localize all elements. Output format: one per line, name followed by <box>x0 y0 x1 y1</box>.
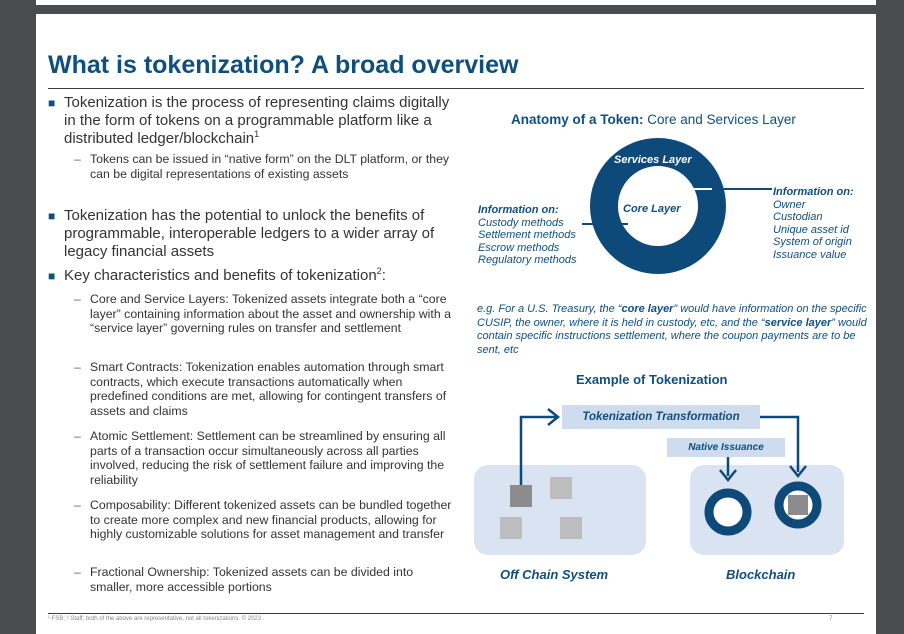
right-info-item: Issuance value <box>773 248 847 261</box>
footnote-ref: 1 <box>254 129 260 139</box>
colon: : <box>381 267 386 284</box>
example-title: Example of Tokenization <box>576 372 728 387</box>
footnote: ¹ FSB; ² Staff; both of the above are representative, not all tokenizations. © 2023 <box>48 616 262 622</box>
bullet-square-icon: ■ <box>48 269 56 283</box>
right-info-item: Owner <box>773 198 806 211</box>
tokenized-asset-square <box>788 495 808 515</box>
slide <box>36 14 876 634</box>
right-info-item: Custodian <box>773 211 823 224</box>
right-info-heading: Information on: <box>773 186 854 198</box>
dash-icon: – <box>74 429 81 443</box>
bullet-text: Key characteristics and benefits of tokenization <box>64 267 377 284</box>
left-info-item: Regulatory methods <box>478 254 577 267</box>
native-issuance-label: Native Issuance <box>667 438 785 457</box>
subbullet-text: Core and Service Layers: Tokenized assets integrate both a “core layer” containing information about the asset and ownership with a “service layer” governing rules on transfer and settlement <box>90 292 451 336</box>
asset-square <box>560 517 582 539</box>
example-text: ” would contain specific instructions settlement, where the coupon payments are to be sent, etc <box>477 316 867 356</box>
native-token-ring <box>709 493 747 531</box>
right-info-block <box>773 186 859 262</box>
bullet-square-icon: ■ <box>48 209 56 223</box>
right-info-item: Unique asset id <box>773 223 849 236</box>
previous-page-edge <box>36 0 876 5</box>
dash-icon: – <box>74 565 81 579</box>
example-core-layer: core layer <box>621 303 674 315</box>
bullet-square-icon: ■ <box>48 96 56 110</box>
services-layer-label: Services Layer <box>614 154 692 166</box>
dash-icon: – <box>74 360 81 374</box>
off-chain-label: Off Chain System <box>500 567 609 582</box>
bullet-text: Tokenization has the potential to unlock the benefits of programmable, interoperable ledgers to a wider array of legacy financial assets <box>64 207 435 260</box>
dash-icon: – <box>74 498 81 512</box>
footnote-ref: 2 <box>376 266 382 276</box>
anatomy-title-rest: Core and Services Layer <box>643 112 796 127</box>
blockchain-label: Blockchain <box>726 567 796 582</box>
left-info-block <box>478 204 588 267</box>
subbullet-text: Atomic Settlement: Settlement can be streamlined by ensuring all parts of a transaction occur simultaneously across all parties involved, reducing the risk of settlement failure and improving the reliability <box>90 429 446 488</box>
tokenization-transformation-label: Tokenization Transformation <box>562 405 760 429</box>
left-info-heading: Information on: <box>478 204 559 216</box>
example-service-layer: service layer <box>764 316 832 329</box>
left-info-item: Settlement methods <box>478 229 576 242</box>
dash-icon: – <box>74 152 81 166</box>
treasury-example <box>477 303 867 357</box>
core-layer-label: Core Layer <box>623 203 681 215</box>
dash-icon: – <box>74 292 81 306</box>
footer-divider <box>48 613 864 614</box>
example-text: e.g. For a U.S. Treasury, the “ <box>477 303 622 315</box>
page-title: What is tokenization? A broad overview <box>48 51 519 79</box>
subbullet-text: Composability: Different tokenized assets can be bundled together to create more complex and new financial products, allowing for highly customizable solutions for asset management and transfer <box>90 498 452 542</box>
asset-square <box>500 517 522 539</box>
token-asset-square <box>510 485 532 507</box>
left-info-item: Escrow methods <box>478 241 560 254</box>
right-info-item: System of origin <box>773 236 852 249</box>
subbullet-text: Fractional Ownership: Tokenized assets can be divided into smaller, more accessible portions <box>90 565 414 594</box>
page-number: 7 <box>829 616 833 622</box>
asset-square <box>550 477 572 499</box>
bullet-text: Tokenization is the process of representing claims digitally in the form of tokens on a programmable platform like a distributed ledger/blockchain <box>64 94 450 147</box>
example-text: ” would have information on the specific CUSIP, the owner, where it is held in custody, etc, and the “ <box>477 303 867 329</box>
left-info-item: Custody methods <box>478 216 564 229</box>
subbullet-text: Tokens can be issued in “native form” on the DLT platform, or they can be digital representations of existing assets <box>90 152 450 181</box>
anatomy-title-bold: Anatomy of a Token: <box>511 112 644 127</box>
subbullet-text: Smart Contracts: Tokenization enables automation through smart contracts, which execute transactions automatically when predefined conditions are met, allowing for contingent transfers of assets and claims <box>90 360 447 419</box>
